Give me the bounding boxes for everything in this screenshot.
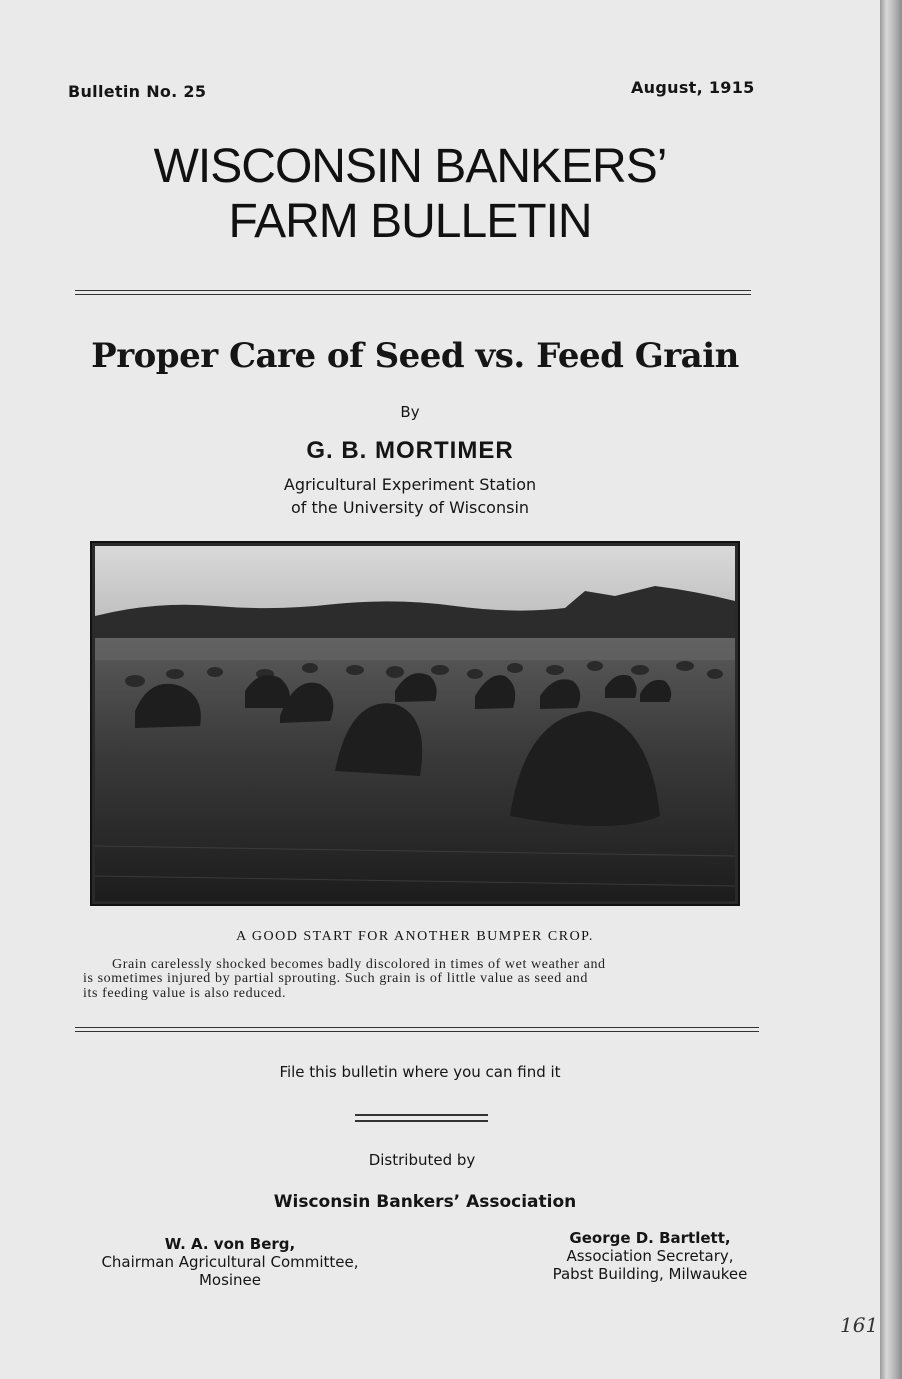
author-affiliation-2: of the University of Wisconsin	[290, 498, 530, 517]
association-name: Wisconsin Bankers’ Association	[273, 1192, 577, 1212]
grain-shocks-image	[95, 546, 735, 901]
photo-description-2: is sometimes injured by partial sprouting. Such grain is of little value as seed and	[83, 971, 588, 986]
byline-by: By	[400, 403, 420, 421]
distributed-by-label: Distributed by	[368, 1151, 476, 1169]
grain-field-photo	[90, 541, 740, 906]
page-edge	[880, 0, 902, 1379]
short-divider	[355, 1114, 488, 1122]
description-divider	[75, 1027, 759, 1032]
signatory-left-title: Chairman Agricultural Committee,	[101, 1253, 359, 1271]
title-line-2: FARM BULLETIN	[228, 195, 592, 248]
title-divider	[75, 290, 751, 295]
article-heading: Proper Care of Seed vs. Feed Grain	[91, 336, 739, 376]
signatory-left-location: Mosinee	[198, 1271, 262, 1289]
title-line-1: WISCONSIN BANKERS’	[153, 140, 667, 193]
signatory-right-location: Pabst Building, Milwaukee	[552, 1265, 748, 1283]
author-name: G. B. MORTIMER	[306, 437, 514, 464]
signatory-left-name: W. A. von Berg,	[164, 1235, 296, 1253]
signatory-right-name: George D. Bartlett,	[569, 1229, 731, 1247]
photo-description-1: Grain carelessly shocked becomes badly discolored in times of wet weather and	[112, 957, 606, 972]
signatory-right-title: Association Secretary,	[566, 1247, 734, 1265]
author-affiliation-1: Agricultural Experiment Station	[283, 475, 537, 494]
filing-note: File this bulletin where you can find it	[279, 1063, 561, 1081]
photo-caption: A GOOD START FOR ANOTHER BUMPER CROP.	[236, 929, 594, 944]
signatory-right	[520, 1229, 780, 1283]
handwritten-page-mark: 161	[840, 1313, 879, 1337]
bulletin-date: August, 1915	[631, 78, 755, 97]
bulletin-number: Bulletin No. 25	[68, 82, 207, 101]
signatory-left	[70, 1235, 390, 1289]
photo-description-3: its feeding value is also reduced.	[83, 986, 287, 1001]
